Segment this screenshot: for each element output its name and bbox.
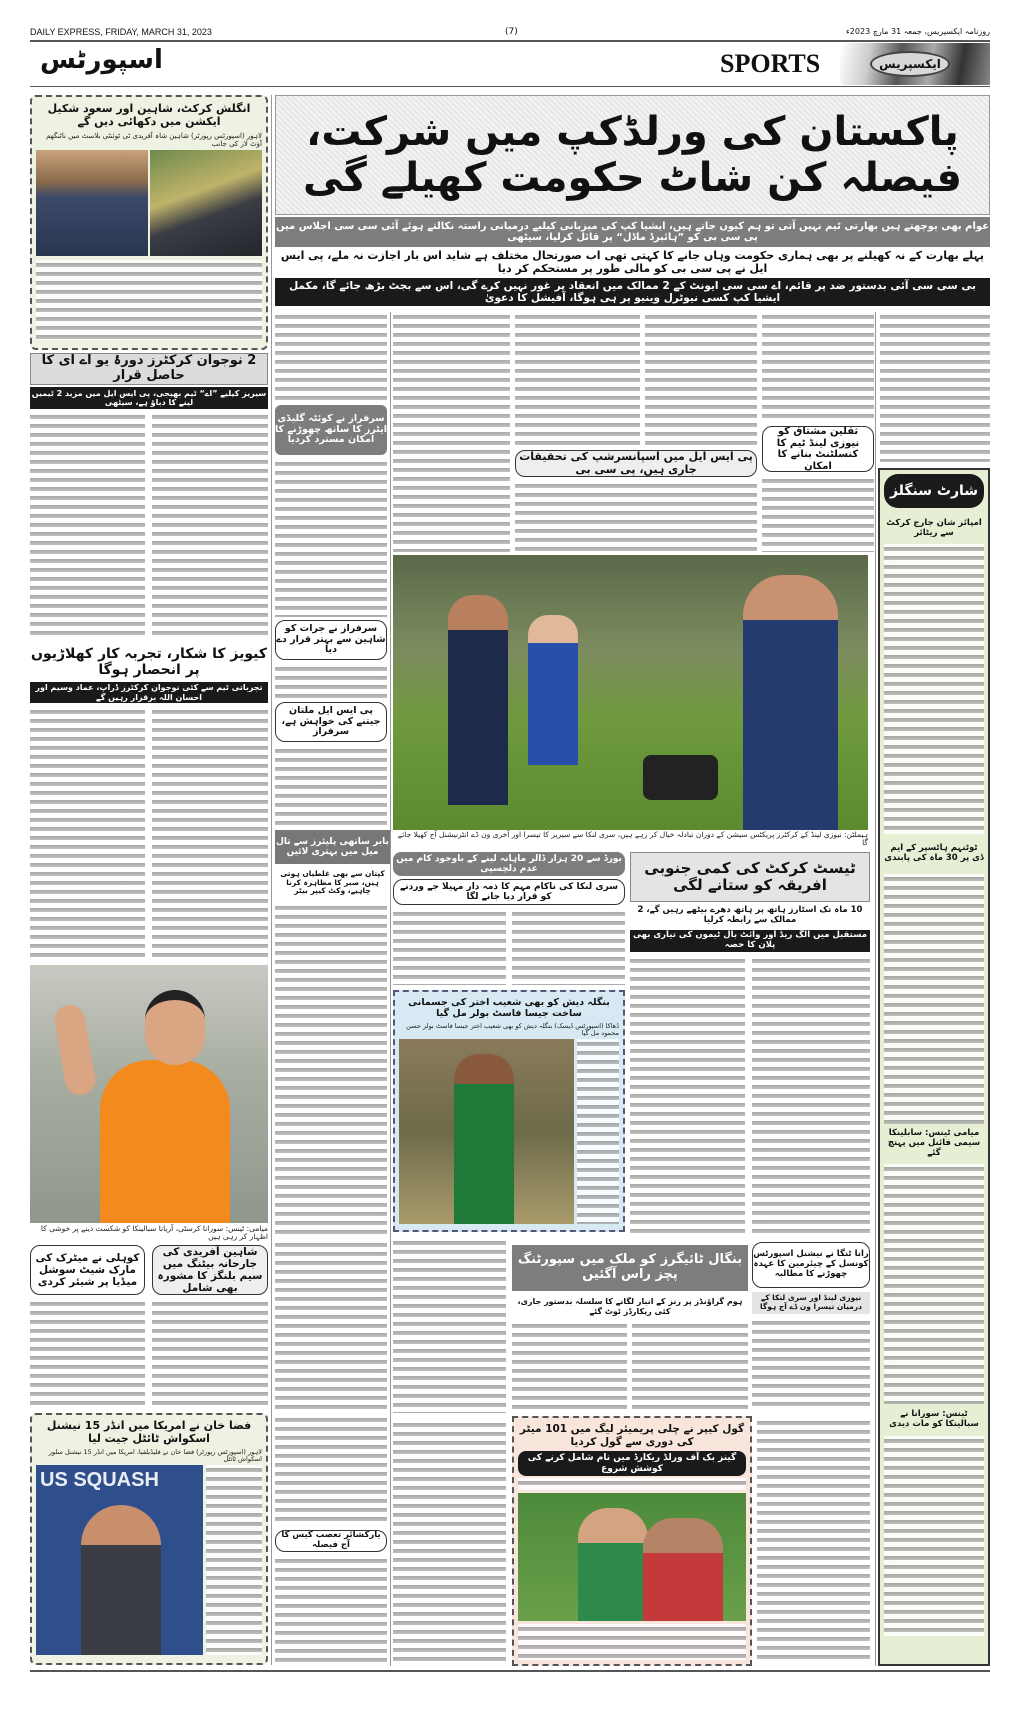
article-body xyxy=(30,1299,145,1408)
sub-headline: گینز بک آف ورلڈ ریکارڈ میں نام شامل کرنے کی کوشش شروع xyxy=(518,1451,746,1476)
player-arm xyxy=(52,1003,97,1097)
sarfraz-courage-headline: سرفراز نے جرات کو شاہین سے بہتر قرار دے دیا xyxy=(275,620,387,660)
article-body xyxy=(762,476,874,552)
dateline: لاہور (اسپورٹس رپورٹر) شاہین شاہ آفریدی ٹی ٹوئنٹی بلاسٹ میں ناٹنگھم آؤٹ لاز کی جانب xyxy=(46,132,262,148)
article-body xyxy=(30,707,145,961)
article-body xyxy=(393,312,510,552)
lead-sub-2: پہلے بھارت کے نہ کھیلنے پر بھی ہماری حکومت وہاں جانے کا کہتی تھی اب صورتحال مختلف ہے شاید اس بار اجازت نہ ملے، پی ایس ایل نے پی سی بی کو مالی طور پر مستحکم کر دیا xyxy=(280,248,985,275)
article-body xyxy=(275,1240,387,1410)
short-item-headline: امپائر شان جارج کرکٹ سے ریٹائر xyxy=(886,518,982,538)
player-1 xyxy=(448,595,508,805)
article-body xyxy=(645,312,757,447)
sarfraz-quetta-headline: سرفراز نے کوئٹہ گلیڈی ایٹرز کا ساتھ چھوڑنے کا امکان مسترد کردیا xyxy=(275,405,387,455)
article-body xyxy=(632,1321,748,1410)
ranatunga-headline: رانا ٹنگا نے نیشنل اسپورٹس کونسل کے چیئرمین کا عہدہ چھوڑنے کا مطالبہ xyxy=(752,1242,870,1288)
test-cricket-headline: ٹیسٹ کرکٹ کی کمی جنوبی افریقہ کو ستانے لگی xyxy=(630,852,870,902)
article-body xyxy=(752,1318,870,1410)
article-body xyxy=(884,544,984,834)
psl-multan-headline: پی ایس ایل ملتان جیتنے کی خواہش ہے، سرفراز xyxy=(275,702,387,742)
lead-headline: پاکستان کی ورلڈکپ میں شرکت، فیصلہ کن شاٹ حکومت کھیلے گی xyxy=(275,95,990,215)
kiwis-headline: کیویز کا شکار، تجربہ کار کھلاڑیوں پر انحصار ہوگا xyxy=(31,645,267,678)
kiwis-sub: تجرباتی ٹیم سے کئی نوجوان کرکٹرز ڈراپ، عماد وسیم اور احسان اللہ برقرار رہیں گے xyxy=(30,682,268,703)
player-3 xyxy=(743,575,838,830)
test-cricket-sub2: مستقبل میں الگ ریڈ اور وائٹ بال ٹیموں کی تیاری بھی پلان کا حصہ xyxy=(630,930,870,952)
article-body xyxy=(630,956,745,1235)
babar-sub: کپتان سے بھی غلطیاں ہوتی ہیں، صبر کا مظاہرہ کرنا چاہیے، وکٹ کیپر بیٹر xyxy=(280,869,385,896)
article-body xyxy=(275,1556,387,1664)
squash-photo xyxy=(36,1465,203,1655)
bengal-tigers-sub: ہوم گراؤنڈز پر رنز کے انبار لگانے کا سلسلہ بدستور جاری، کئی ریکارڈز ٹوٹ گئے xyxy=(517,1297,743,1316)
bowler-photo xyxy=(399,1039,574,1224)
article-body xyxy=(512,909,625,985)
article-body xyxy=(518,1624,746,1660)
saud-shakeel-photo xyxy=(36,150,148,256)
article-body xyxy=(275,664,387,699)
goalkeeper-photo xyxy=(518,1493,746,1621)
board-salary-headline: بورڈ سے 20 ہزار ڈالر ماہانہ لینے کے باوجود کام میں عدم دلچسپی xyxy=(393,852,625,876)
young-cricketers-headline: 2 نوجوان کرکٹرز دورۂ یو اے ای کا حاصل قرار xyxy=(30,353,268,385)
sponsorship-headline: پی ایس ایل میں اسپانسرشپ کی تحقیقات جاری ہیں، پی سی بی xyxy=(515,450,757,477)
short-item-headline: ٹوٹنہم ہاٹسپر کے ایم ڈی پر 30 ماہ کی پابندی xyxy=(884,843,984,863)
goalkeeper-box xyxy=(512,1416,752,1666)
article-body xyxy=(762,312,874,422)
english-cricket-box xyxy=(30,95,268,350)
article-body xyxy=(515,481,757,552)
english-section-title: SPORTS xyxy=(720,49,821,78)
article-body xyxy=(275,312,387,402)
headline: انگلش کرکٹ، شاہین اور سعود شکیل ایکشن میں دکھائی دیں گے xyxy=(47,102,251,128)
fiza-khan-box xyxy=(30,1413,268,1665)
new-zealand-practice-photo xyxy=(393,555,868,830)
article-body xyxy=(884,1164,984,1404)
tennis-caption: میامی: ٹینس: سورانا کرسٹی، آریانا سبالینکا کو شکست دینے پر خوشی کا اظہار کر رہی ہیں xyxy=(40,1224,268,1242)
photo-caption: ہیملٹن: نیوزی لینڈ کے کرکٹرز پریکٹس سیشن کے دوران تبادلہ خیال کر رہے ہیں، سری لنکا سے سیریز کا تیسرا اور آخری ون ڈے انٹرنیشنل آج کھیلا جائے گا xyxy=(397,830,868,848)
kit-bag xyxy=(643,755,718,800)
folio-left: DAILY EXPRESS, FRIDAY, MARCH 31, 2023 xyxy=(30,27,212,37)
short-item-headline: میامی ٹینس: سابلینکا سیمی فائنل میں پہنچ گئے xyxy=(887,1128,981,1158)
players-photo xyxy=(36,150,262,256)
article-body xyxy=(30,412,145,640)
article-body xyxy=(518,1478,746,1490)
folio-rule xyxy=(30,40,990,42)
article-body xyxy=(36,260,262,340)
article-body xyxy=(884,1436,984,1636)
bottom-rule xyxy=(30,1670,990,1672)
headline: بنگلہ دیش کو بھی شعیب اختر کی جسمانی ساخت جیسا فاسٹ بولر مل گیا xyxy=(408,996,610,1019)
yorkshire-headline: یارکشائر تعصب کیس کا آج فیصلہ xyxy=(275,1530,387,1552)
article-body xyxy=(275,746,387,826)
column-rule xyxy=(390,312,391,1666)
logo-text: ایکسپریس xyxy=(870,51,950,77)
bowler-figure xyxy=(454,1054,514,1224)
article-body xyxy=(512,1321,627,1410)
article-body xyxy=(884,874,984,1124)
shaheen-billings-headline: شاہین آفریدی کی جارحانہ بیٹنگ میں سیم بلنگز کا مشورہ بھی شامل xyxy=(152,1245,268,1295)
player-figure xyxy=(81,1505,161,1655)
article-body xyxy=(757,1418,870,1664)
article-body xyxy=(275,459,387,617)
player-figure xyxy=(100,1060,230,1223)
article-body xyxy=(880,312,990,462)
babar-headline: بابر ساتھی پلیئرز سے تال میل میں بہتری لائیں xyxy=(275,830,390,864)
article-body xyxy=(206,1465,262,1655)
short-singles-title: شارٹ سنگلز xyxy=(884,474,984,508)
tennis-player-photo xyxy=(30,965,268,1223)
photo-backdrop-text: US SQUASH xyxy=(40,1469,159,1492)
player-head xyxy=(145,990,205,1065)
shaheen-photo xyxy=(150,150,262,256)
folio-right: روزنامہ ایکسپریس، جمعہ 31 مارچ 2023ء xyxy=(846,27,990,36)
dateline: لاہور (اسپورٹس رپورٹر) فضا خان نے فلیڈیلفیا، امریکا میں انڈر 15 نیشنل سلور اسکواش ٹائٹل xyxy=(48,1448,262,1464)
article-body xyxy=(152,1299,268,1408)
urdu-section-title: اسپورٹس xyxy=(40,45,163,75)
player-2 xyxy=(528,615,578,765)
article-body xyxy=(577,1039,619,1224)
player-figure xyxy=(578,1508,648,1621)
article-body xyxy=(393,909,506,985)
bangladesh-pacer-box xyxy=(393,990,625,1232)
article-body xyxy=(393,1420,506,1664)
lead-sub-3: بی سی سی آئی بدستور ضد پر قائم، اے سی سی ایونٹ کے 2 ممالک میں انعقاد پر غور نہیں کرے گی، اس سے بجٹ بڑھ جائے گا، مکمل ایشیا کپ کسی نیوٹرل وینیو پر ہی ہوگا، آفیشل کا دعویٰ xyxy=(275,278,990,306)
short-item-headline: ٹینس: سورانا نے سبالینکا کو مات دیدی xyxy=(889,1409,979,1429)
srilanka-fail-headline: سری لنکا کی ناکام مہم کا ذمہ دار مہیلا جے وردنے کو قرار دیا جانے لگا xyxy=(393,879,625,905)
article-body xyxy=(275,1415,387,1525)
bengal-tigers-headline: بنگال ٹائیگرز کو ملک میں سپورٹنگ پچز راس آگئیں xyxy=(512,1245,748,1291)
young-cricketers-sub: سیریز کیلیے ”اے“ ٹیم بھیجی، پی ایس ایل میں مزید 2 ٹیمیں لینے کا دباؤ ہے، سیٹھی xyxy=(31,388,267,407)
folio-page: (7) xyxy=(505,27,518,37)
test-cricket-sub1: 10 ماہ تک اسٹارز ہاتھ پر ہاتھ دھرے بیٹھے رہیں گے، 2 ممالک سے رابطہ کرلیا xyxy=(637,905,863,925)
section-banner xyxy=(30,43,990,87)
headline: گول کیپر نے چلی پریمیئر لیگ میں 101 میٹر کی دوری سے گول کردیا xyxy=(519,1423,745,1448)
express-logo xyxy=(840,43,990,85)
short-singles-box xyxy=(878,468,990,1666)
article-body xyxy=(152,412,268,640)
player-figure-2 xyxy=(643,1518,723,1621)
headline: فضا خان نے امریکا میں انڈر 15 نیشنل اسکواش ٹائٹل جیت لیا xyxy=(46,1419,252,1445)
article-body xyxy=(393,1238,506,1413)
article-body xyxy=(152,707,268,961)
article-body xyxy=(752,956,870,1238)
dateline: ڈھاکا (اسپورٹس ڈیسک) بنگلہ دیش کو بھی شعیب اختر جیسا فاسٹ بولر حسن محمود مل گیا xyxy=(406,1022,619,1038)
article-body xyxy=(275,903,387,1237)
column-rule xyxy=(271,95,272,1665)
nz-sl-odi-headline: نیوزی لینڈ اور سری لنکا کے درمیان تیسرا ون ڈے آج ہوگا xyxy=(752,1292,870,1314)
kohli-headline: کوہلی نے میٹرک کی مارک شیٹ سوشل میڈیا پر شیئر کردی xyxy=(30,1245,145,1295)
column-rule xyxy=(875,312,876,1666)
saqlain-headline: ثقلین مشتاق کو نیوزی لینڈ ٹیم کا کنسلٹنٹ بنانے کا امکان xyxy=(762,426,874,472)
lead-sub-1: عوام بھی پوچھتے ہیں بھارتی ٹیم نہیں آتی تو ہم کیوں جاتے ہیں، ایشیا کپ کی میزبانی کیلیے درمیانی راستہ نکالتے ہوئے آئی سی سی اجلاس میں پی سی بی کو ”ہائبرڈ ماڈل“ پر قائل کرلیا، سیٹھی xyxy=(275,217,990,247)
article-body xyxy=(515,312,640,447)
